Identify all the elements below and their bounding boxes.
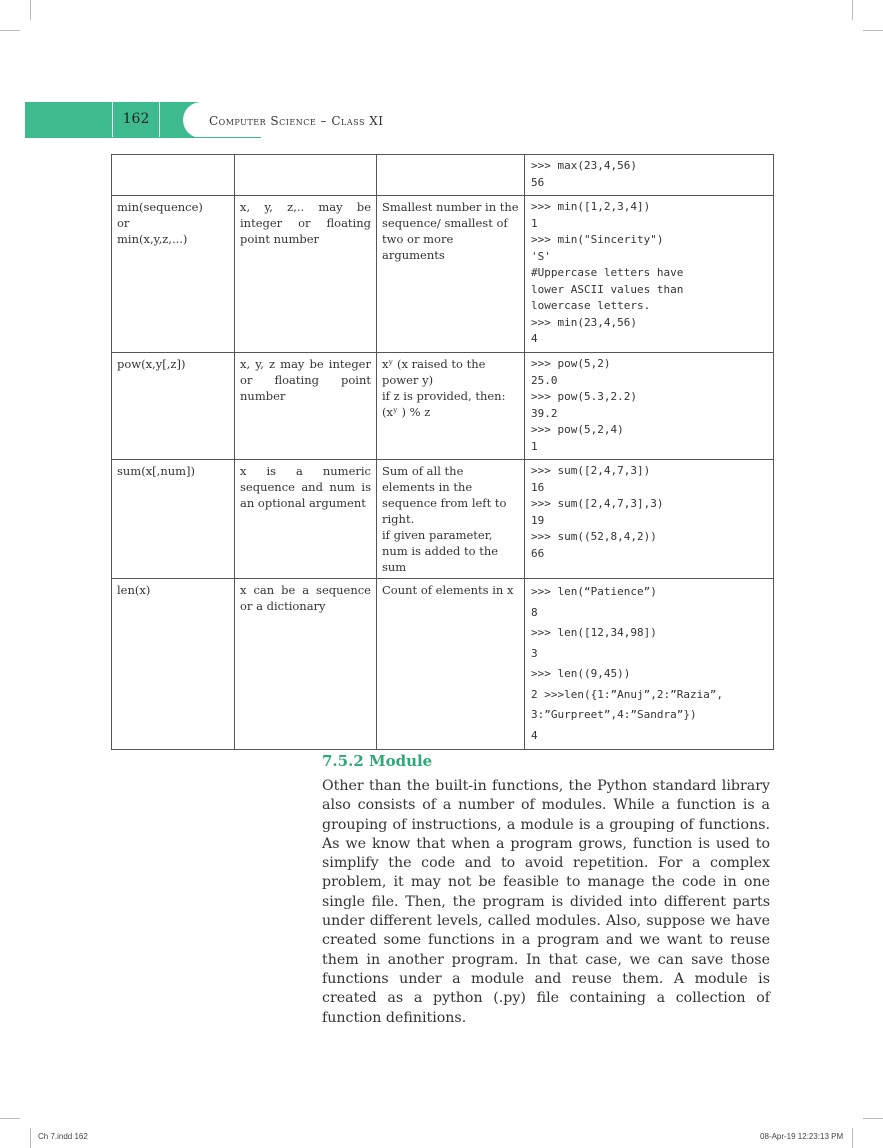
example-cell [525, 155, 774, 196]
code-line: 19 [531, 513, 545, 527]
code-line: 'S' [531, 249, 551, 263]
code-line: 16 [531, 480, 545, 494]
footer-file-info: Ch 7.indd 162 [38, 1132, 88, 1141]
description-cell: Smallest number in the sequence/ smallest of two or more arguments [377, 196, 525, 353]
code-line: >>> len((9,45)) [531, 667, 631, 680]
code-line: #Uppercase letters have [531, 266, 684, 279]
code-line: >>> len(“Patience”) [531, 585, 657, 598]
crop-mark [863, 1118, 883, 1119]
table-row [112, 353, 774, 460]
code-line: 56 [531, 175, 545, 189]
code-line: 66 [531, 546, 545, 560]
function-name-cell: min(sequence) or min(x,y,z,...) [112, 196, 235, 353]
code-line: 4 [531, 728, 538, 742]
function-name-cell [112, 155, 235, 196]
example-cell [525, 353, 774, 460]
code-line: 8 [531, 605, 538, 619]
code-line: 4 [531, 332, 538, 345]
arguments-cell [235, 155, 377, 196]
crop-mark [0, 30, 20, 31]
code-line: 39.2 [531, 406, 558, 420]
description-cell [377, 155, 525, 196]
example-cell [525, 196, 774, 353]
code-line: >>> pow(5,2) [531, 357, 611, 370]
code-line: >>> sum([2,4,7,3],3) [531, 497, 664, 510]
code-line: >>> pow(5,2,4) [531, 423, 624, 436]
running-head: Computer Science – Class XI [209, 114, 384, 128]
table-row [112, 155, 774, 196]
arguments-cell: x can be a sequence or a dictionary [235, 579, 377, 750]
code-line: 25.0 [531, 373, 558, 387]
code-line: 1 [531, 216, 538, 230]
arguments-cell: x is a numeric sequence and num is an optional argument [235, 460, 377, 579]
crop-mark [852, 0, 853, 20]
code-line: lowercase letters. [531, 299, 651, 312]
table-row [112, 460, 774, 579]
code-line: lower ASCII values than [531, 282, 684, 296]
description-cell: Sum of all the elements in the sequence from left to right. if given parameter, num is added to the sum [377, 460, 525, 579]
code-line: >>> min([1,2,3,4]) [531, 200, 651, 213]
description-cell: Count of elements in x [377, 579, 525, 750]
builtin-functions-table [111, 154, 774, 750]
table-row [112, 196, 774, 353]
code-line: >>> max(23,4,56) [531, 159, 637, 172]
code-line: >>> sum([2,4,7,3]) [531, 464, 651, 477]
code-line: >>> min(23,4,56) [531, 315, 637, 329]
code-line: 1 [531, 439, 538, 453]
page-number: 162 [122, 111, 150, 127]
code-line: 2 >>>len({1:”Anuj”,2:”Razia”, [531, 687, 724, 701]
example-cell [525, 579, 774, 750]
code-line: >>> pow(5.3,2.2) [531, 390, 637, 403]
arguments-cell: x, y, z,.. may be integer or floating point number [235, 196, 377, 353]
crop-mark [30, 0, 31, 20]
crop-mark [852, 1128, 853, 1148]
header-rule [25, 137, 261, 138]
section-body: Other than the built-in functions, the Python standard library also consists of a number of modules. While a function is a grouping of instructions, a module is a grouping of functions. As we know that when a program grows, function is used to simplify the code and to avoid repetition. For a complex problem, it may not be feasible to manage the code in one single file. Then, the program is divided into different parts under different levels, called modules. Also, suppose we have created some functions in a program and we want to reuse them in another program. In that case, we can save those functions under a module and reuse them. A module is created as a python (.py) file containing a collection of function definitions. [322, 778, 770, 1026]
table-row [112, 579, 774, 750]
crop-mark [0, 1118, 20, 1119]
arguments-cell: x, y, z may be integer or floating point number [235, 353, 377, 460]
footer-timestamp: 08-Apr-19 12:23:13 PM [760, 1132, 844, 1141]
crop-mark [30, 1128, 31, 1148]
example-cell [525, 460, 774, 579]
function-name-cell: len(x) [112, 579, 235, 750]
section-title: 7.5.2 Module [322, 752, 433, 770]
code-line: >>> len([12,34,98]) [531, 626, 657, 639]
crop-mark [863, 30, 883, 31]
code-line: 3 [531, 646, 538, 660]
code-line: 3:”Gurpreet”,4:”Sandra”}) [531, 708, 697, 721]
function-name-cell: pow(x,y[,z]) [112, 353, 235, 460]
function-name-cell: sum(x[,num]) [112, 460, 235, 579]
description-cell: xʸ (x raised to the power y) if z is provided, then: (xʸ ) % z [377, 353, 525, 460]
code-line: >>> min("Sincerity") [531, 233, 664, 246]
code-line: >>> sum((52,8,4,2)) [531, 530, 657, 543]
